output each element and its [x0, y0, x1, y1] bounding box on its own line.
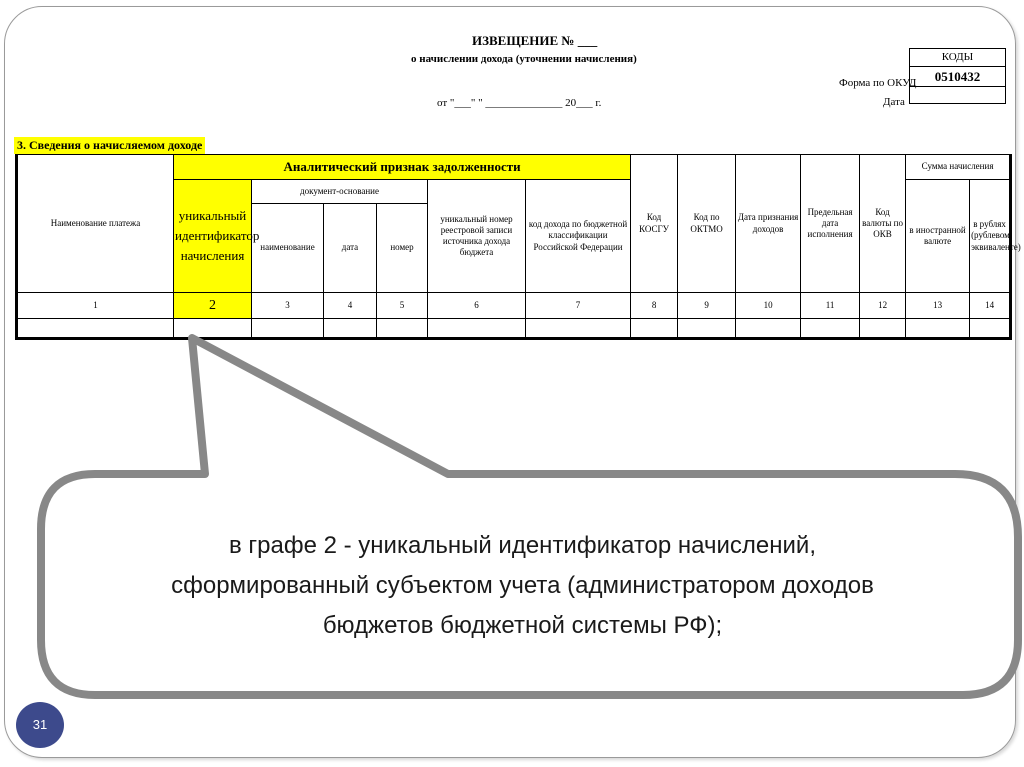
col-number: 14 — [970, 293, 1011, 319]
col-number: 7 — [526, 293, 631, 319]
col-number: 11 — [801, 293, 860, 319]
col-header-unique-id: уникальный идентификатор начисления — [174, 180, 252, 293]
col-header-doc-name: наименование — [252, 204, 324, 293]
callout-text — [45, 526, 1000, 646]
col-header-oktmo: Код по ОКТМО — [678, 155, 736, 293]
col-number: 9 — [678, 293, 736, 319]
col-number: 12 — [860, 293, 906, 319]
col-header-payment-name: Наименование платежа — [17, 155, 174, 293]
col-header-registry-number: уникальный номер реестровой записи источника дохода бюджета — [428, 180, 526, 293]
col-number: 5 — [377, 293, 428, 319]
col-header-kosgu: Код КОСГУ — [631, 155, 678, 293]
callout-line-2: сформированный субъектом учета (администратором доходов — [171, 572, 874, 599]
page-number-badge: 31 — [16, 702, 64, 748]
col-number: 6 — [428, 293, 526, 319]
okud-code: 0510432 — [910, 67, 1005, 87]
col-number: 4 — [324, 293, 377, 319]
codes-label: КОДЫ — [910, 49, 1005, 67]
analytic-header: Аналитический признак задолженности — [174, 155, 631, 180]
section-title: 3. Сведения о начисляемом доходе — [14, 137, 205, 154]
sum-header: Сумма начисления — [906, 155, 1011, 180]
okud-label: Форма по ОКУД — [839, 77, 917, 89]
col-header-deadline: Предельная дата исполнения — [801, 155, 860, 293]
col-number: 13 — [906, 293, 970, 319]
col-number: 2 — [174, 293, 252, 319]
col-number: 1 — [17, 293, 174, 319]
col-header-income-code: код дохода по бюджетной классификации Российской Федерации — [526, 180, 631, 293]
callout-line-1: в графе 2 - уникальный идентификатор начислений, — [229, 532, 816, 559]
col-header-recognition-date: Дата признания доходов — [736, 155, 801, 293]
col-header-doc-date: дата — [324, 204, 377, 293]
date-line: от "___" " ______________ 20___ г. — [437, 97, 602, 109]
col-number: 10 — [736, 293, 801, 319]
col-header-okv: Код валюты по ОКВ — [860, 155, 906, 293]
date-label: Дата — [883, 96, 905, 108]
col-number: 8 — [631, 293, 678, 319]
document-subtitle: о начислении дохода (уточнении начисления) — [411, 53, 637, 65]
col-header-foreign-currency: в иностранной валюте — [906, 180, 970, 293]
col-header-doc-number: номер — [377, 204, 428, 293]
callout-line-3: бюджетов бюджетной системы РФ); — [322, 612, 723, 639]
col-header-rubles: в рублях (рублевом эквиваленте) — [970, 180, 1011, 293]
basis-doc-header: документ-основание — [252, 180, 428, 204]
document-title: ИЗВЕЩЕНИЕ № ___ — [472, 33, 598, 48]
col-number: 3 — [252, 293, 324, 319]
